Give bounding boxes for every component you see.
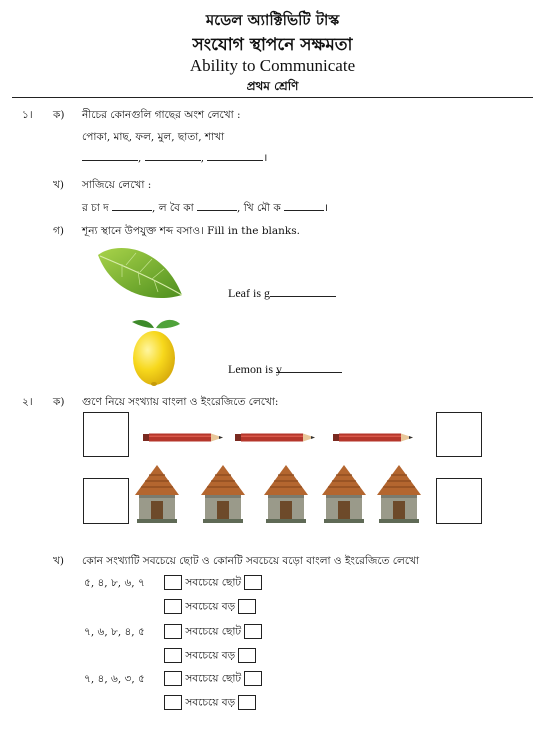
unscramble-blank-3[interactable] — [284, 200, 324, 211]
lemon-fill-blank: Lemon is y — [228, 362, 342, 377]
activity-title: মডেল অ্যাক্টিভিটি টাস্ক — [205, 11, 340, 29]
smallest-answer-box[interactable] — [164, 671, 182, 686]
q2a-prompt: গুণে নিয়ে সংখ্যায় বাংলা ও ইংরেজিতে লেখো: — [82, 396, 279, 408]
q1b-jumbled-words: র চা দ , ল বৈ কা , খি মৌ ক । — [82, 202, 329, 214]
smallest-row-3: সবচেয়ে ছোট — [164, 671, 262, 689]
largest-answer-box-2[interactable] — [238, 599, 256, 614]
pencil-icon — [143, 428, 225, 447]
smallest-answer-box[interactable] — [164, 575, 182, 590]
smallest-answer-box-2[interactable] — [244, 575, 262, 590]
pencil-count-box-right[interactable] — [436, 412, 482, 457]
q1a-answer-line: , , । — [82, 150, 267, 165]
answer-blank-2[interactable] — [145, 150, 201, 161]
largest-row-1: সবচেয়ে বড় — [164, 599, 256, 617]
pencil-count-box-left[interactable] — [83, 412, 129, 457]
hut-count-box-left[interactable] — [83, 478, 129, 524]
hut-count-box-right[interactable] — [436, 478, 482, 524]
unscramble-blank-2[interactable] — [197, 200, 237, 211]
smallest-answer-box-2[interactable] — [244, 671, 262, 686]
q2b-label: খ) — [53, 555, 64, 567]
hut-icon — [201, 465, 245, 527]
lemon-color-blank[interactable]: y — [276, 362, 342, 373]
smallest-row-2: সবচেয়ে ছোট — [164, 624, 262, 642]
q1a-word-list: পোকা, মাছ, ফল, মুল, ছাতা, শাখা — [82, 131, 225, 143]
largest-answer-box[interactable] — [164, 599, 182, 614]
largest-row-3: সবচেয়ে বড় — [164, 695, 256, 713]
lemon-image — [128, 318, 182, 390]
hut-icon — [264, 465, 308, 527]
largest-answer-box-2[interactable] — [238, 695, 256, 710]
leaf-fill-blank: Leaf is g — [228, 286, 336, 301]
largest-row-2: সবচেয়ে বড় — [164, 648, 256, 666]
question-2-number: ২। — [22, 396, 33, 408]
leaf-image — [96, 245, 186, 305]
smallest-row-1: সবচেয়ে ছোট — [164, 575, 262, 593]
pencil-icon — [235, 428, 317, 447]
subtitle-bangla: সংযোগ স্থাপনে সক্ষমতা — [192, 35, 353, 55]
largest-answer-box[interactable] — [164, 648, 182, 663]
subtitle-english: Ability to Communicate — [189, 56, 356, 75]
hut-icon — [377, 465, 421, 527]
q1b-prompt: সাজিয়ে লেখো : — [82, 179, 152, 191]
largest-answer-box[interactable] — [164, 695, 182, 710]
smallest-answer-box-2[interactable] — [244, 624, 262, 639]
answer-blank-3[interactable] — [207, 150, 263, 161]
q2b-prompt: কোন সংখ্যাটি সবচেয়ে ছোট ও কোনটি সবচেয়ে বড়ো বাংলা ও ইংরেজিতে লেখো — [82, 555, 420, 567]
smallest-answer-box[interactable] — [164, 624, 182, 639]
q1c-prompt: শূন্য স্থানে উপযুক্ত শব্দ বসাও। Fill in the blanks. — [82, 225, 301, 237]
largest-answer-box-2[interactable] — [238, 648, 256, 663]
answer-blank-1[interactable] — [82, 150, 138, 161]
leaf-color-blank[interactable] — [270, 286, 336, 297]
unscramble-blank-1[interactable] — [112, 200, 152, 211]
q1c-label: গ) — [53, 225, 64, 237]
q1b-label: খ) — [53, 179, 64, 191]
question-1-number: ১। — [22, 109, 33, 121]
number-set-2: ৭, ৬, ৮, ৪, ৫ — [84, 626, 145, 638]
pencil-icon — [333, 428, 415, 447]
hut-icon — [135, 465, 179, 527]
header-divider — [12, 97, 533, 98]
q2a-label: ক) — [53, 396, 65, 408]
hut-icon — [322, 465, 366, 527]
number-set-3: ৭, ৪, ৬, ৩, ৫ — [84, 673, 145, 685]
q1a-label: ক) — [53, 109, 65, 121]
grade-label: প্রথম শ্রেণি — [246, 79, 299, 93]
number-set-1: ৫, ৪, ৮, ৬, ৭ — [84, 577, 145, 589]
q1a-prompt: নীচের কোনগুলি গাছের অংশ লেখো : — [82, 109, 241, 121]
